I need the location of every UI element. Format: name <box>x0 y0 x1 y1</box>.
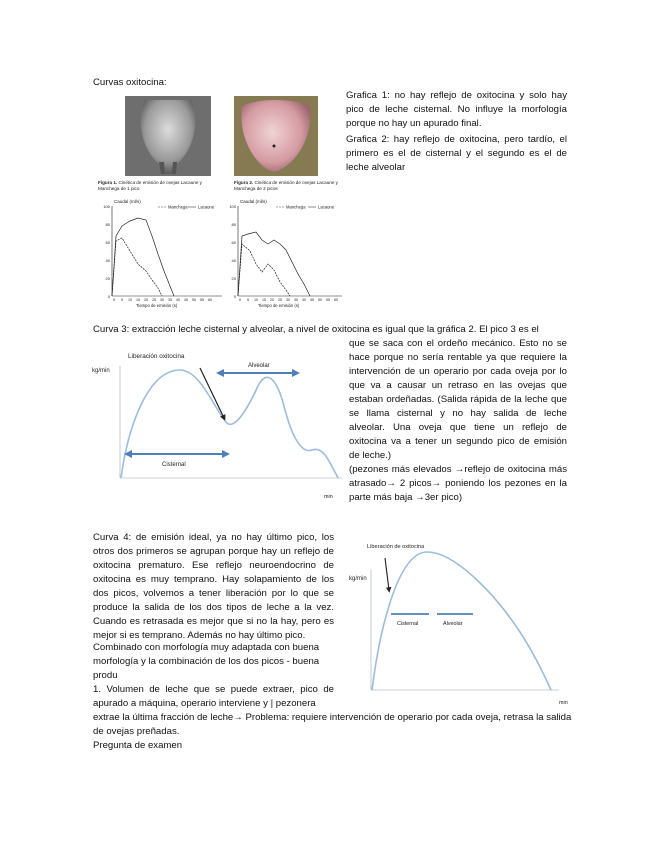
svg-text:100: 100 <box>103 204 110 209</box>
curva4-xlabel: min <box>559 700 568 706</box>
curva4-cisternal-label: Cisternal <box>397 621 419 627</box>
curva4-paragraph: Curva 4: de emisión ideal, ya no hay último pico, los otros dos primeros se agrupan porque hay un reflejo de oxitocina prematuro. Ese reflejo neuroendocrino de oxitocina es muy temprano. Hay solapamiento de los dos picos, volvemos a tener liberación por lo que se produce la salida de los dos tipos de leche a la vez. Cuando es retrasada es mejor que si no la hay, pero es mejor si es temprano. Además no hay último pico. <box>93 532 334 641</box>
svg-text:40: 40 <box>231 258 236 263</box>
figure1-ylabel: Caudal (ml/s) <box>114 199 141 204</box>
svg-text:20: 20 <box>105 276 110 281</box>
svg-text:40: 40 <box>302 298 306 302</box>
curva3-curve <box>121 370 338 478</box>
svg-text:60: 60 <box>334 298 338 302</box>
pregunta-examen: Pregunta de examen <box>93 740 183 751</box>
curva3-liberacion-label: Liberación oxitocina <box>128 353 185 360</box>
curva4-item1-end: extrae la última fracción de leche→ Problema: requiere intervención de operario por cada oveja, retrasa la salida de ovejas preñadas. <box>93 712 572 737</box>
curva4-paragraph2: Combinado con morfología muy adaptada con buena morfología y la combinación de los dos picos - buena produ <box>93 642 320 681</box>
graph1-note: Grafica 1: no hay reflejo de oxitocina y solo hay pico de leche cisternal. No influye la morfología porque no hay un apurado final. <box>346 90 567 129</box>
figure1-xlabel: Tiempo de emisión (s) <box>136 303 178 308</box>
figure2-xlabel: Tiempo de emisión (s) <box>258 303 300 308</box>
svg-text:40: 40 <box>176 298 180 302</box>
figure2-manchega-line <box>238 244 290 296</box>
curva3-liberacion-arrow <box>200 368 224 418</box>
curva4-liberacion-arrow <box>385 558 389 590</box>
udder-photo-1 <box>125 96 211 176</box>
figure2-ylabel: Caudal (ml/s) <box>240 199 267 204</box>
svg-text:Manchega: Manchega <box>168 204 188 210</box>
figure2-caption: Figura 2. Cinética de emisión de ovejas Lacaune y Manchega de 2 picos <box>234 180 338 191</box>
svg-text:25: 25 <box>278 298 282 302</box>
svg-text:20: 20 <box>270 298 274 302</box>
curva4-liberacion-text: Liberación de oxitocina <box>367 544 425 550</box>
svg-text:55: 55 <box>200 298 204 302</box>
figure1-chart <box>96 196 226 308</box>
svg-text:20: 20 <box>144 298 148 302</box>
figure2-lacaune-line <box>238 232 310 296</box>
figure1-caption: Figura 1. Cinética de emisión de ovejas Lacaune y Manchega de 1 pico <box>98 180 202 191</box>
curva4-chart <box>345 524 581 710</box>
svg-text:45: 45 <box>310 298 314 302</box>
curva3-wrap-text: que se saca con el ordeño mecánico. Esto no se hace porque no sería rentable ya que requiere la intervención de un operario por cada oveja por lo que va a causar un retraso en las ovejas que estaban ordeñadas. (Salida rápida de la leche que se llama cisternal y no hay salida de leche alveolar. Una oveja que tiene un reflejo de oxitocina va a tener un segundo pico de emisión de leche.) <box>349 338 567 461</box>
svg-text:80: 80 <box>231 222 236 227</box>
figure1-xticks <box>113 298 212 302</box>
svg-text:50: 50 <box>318 298 322 302</box>
svg-text:Lacaune: Lacaune <box>318 204 335 210</box>
svg-text:30: 30 <box>286 298 290 302</box>
svg-text:5: 5 <box>121 298 123 302</box>
curva4-item1-start: 1. Volumen de leche que se puede extraer, pico de apurado a máquina, operario interviene y | pezonera <box>93 684 334 709</box>
svg-text:0: 0 <box>239 298 241 302</box>
svg-text:60: 60 <box>105 240 110 245</box>
svg-text:55: 55 <box>326 298 330 302</box>
figure1-manchega-line <box>112 238 162 296</box>
svg-text:35: 35 <box>294 298 298 302</box>
svg-text:80: 80 <box>105 222 110 227</box>
figure1-yticks <box>103 204 110 299</box>
curva3-alveolar-label: Alveolar <box>248 363 270 369</box>
svg-text:30: 30 <box>160 298 164 302</box>
figure2-chart <box>222 196 346 308</box>
svg-text:60: 60 <box>208 298 212 302</box>
figure2-yticks <box>229 204 236 299</box>
svg-text:Manchega: Manchega <box>286 204 306 210</box>
curva3-line1: Curva 3: extracción leche cisternal y alveolar, a nivel de oxitocina es igual que la gráfica 2. El pico 3 es el <box>93 324 539 335</box>
svg-text:20: 20 <box>231 276 236 281</box>
figure1-legend <box>158 205 215 210</box>
svg-text:0: 0 <box>233 294 236 299</box>
svg-text:5: 5 <box>247 298 249 302</box>
curva3-ylabel: kg/min <box>92 368 110 374</box>
svg-text:0: 0 <box>113 298 115 302</box>
svg-text:25: 25 <box>152 298 156 302</box>
svg-text:100: 100 <box>229 204 236 209</box>
svg-text:15: 15 <box>136 298 140 302</box>
svg-text:0: 0 <box>107 294 110 299</box>
udder-photo-2 <box>234 96 318 176</box>
svg-text:35: 35 <box>168 298 172 302</box>
figure2-xticks <box>239 298 338 302</box>
svg-text:60: 60 <box>231 240 236 245</box>
svg-text:Lacaune: Lacaune <box>198 204 215 210</box>
curva3-xlabel: min <box>324 494 333 500</box>
graph2-note: Grafica 2: hay reflejo de oxitocina, pero tardío, el primero es el de cisternal y el segundo es el de leche alveolar <box>346 134 567 173</box>
figure1-lacaune-line <box>112 218 174 296</box>
svg-text:10: 10 <box>254 298 258 302</box>
curva4-ylabel: kg/min <box>349 576 367 582</box>
page-heading: Curvas oxitocina: <box>93 77 167 88</box>
curva3-chart <box>88 346 344 506</box>
svg-text:10: 10 <box>128 298 132 302</box>
curva3-cisternal-label: Cisternal <box>162 462 186 468</box>
svg-text:15: 15 <box>262 298 266 302</box>
curva3-note: (pezones más elevados →reflejo de oxitocina más atrasado→ 2 picos→ poniendo los pezones en la parte más baja →3er pico) <box>349 464 567 503</box>
curva4-liberacion-label <box>367 544 425 550</box>
svg-text:45: 45 <box>184 298 188 302</box>
figure2-legend <box>276 205 335 210</box>
curva4-alveolar-label: Alveolar <box>443 621 463 627</box>
svg-text:40: 40 <box>105 258 110 263</box>
svg-text:50: 50 <box>192 298 196 302</box>
